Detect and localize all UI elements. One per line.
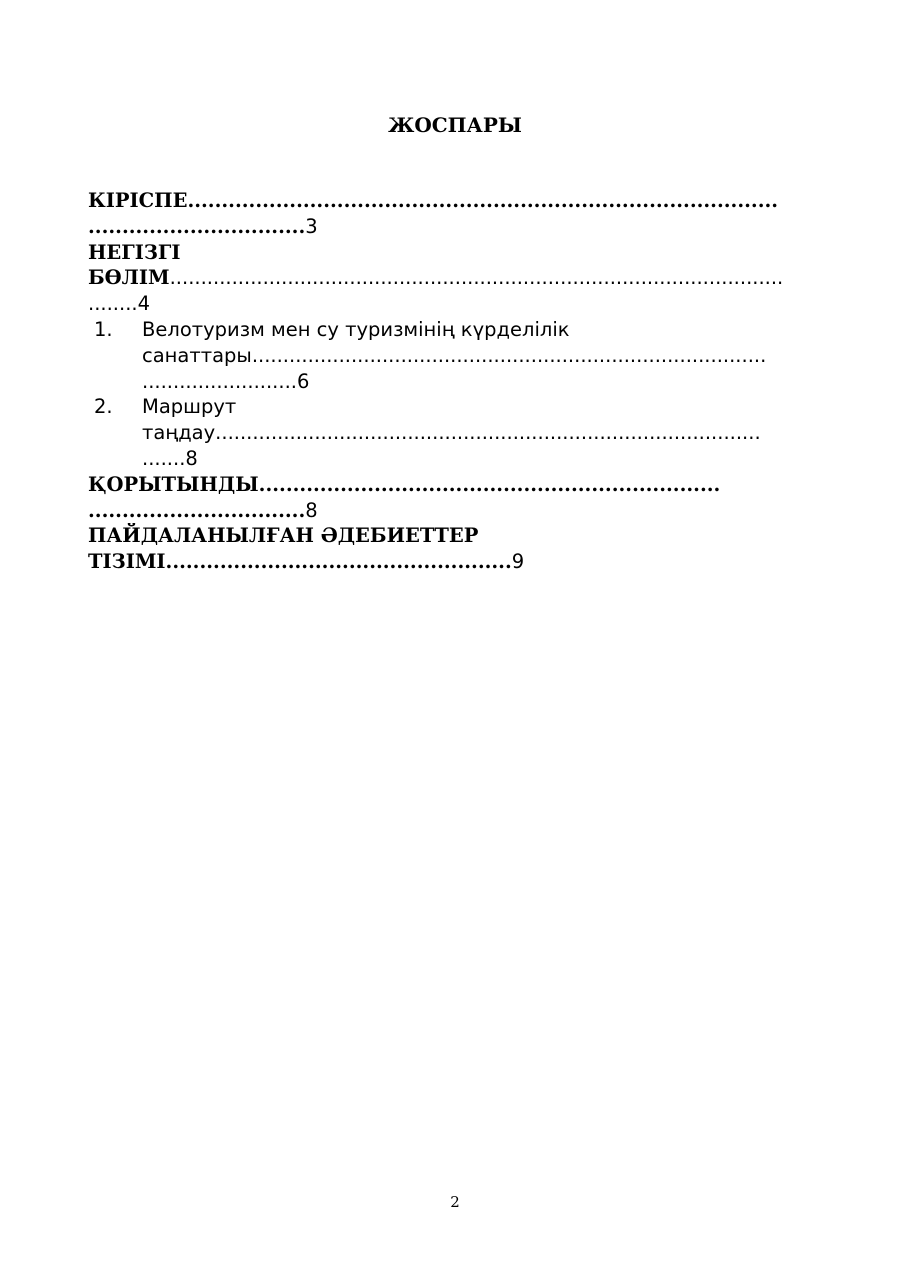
toc-entry-main-line2	[88, 265, 828, 291]
toc-item-2-dots: ........................................................................................	[215, 421, 761, 445]
toc-entry-main-page: 4	[137, 292, 151, 316]
toc-item-1-dots-end: .........................	[142, 369, 297, 393]
toc-entry-references-line1	[88, 523, 828, 549]
toc-entry-main-dots-end: ........	[88, 292, 138, 316]
toc-item-1-line2	[88, 343, 828, 369]
toc-entry-main-line1	[88, 240, 828, 266]
toc-item-2-page: 8	[185, 446, 198, 470]
toc-item-2-label-part1: Маршрут	[142, 395, 237, 419]
toc-entry-references-label-part2: ТІЗІМІ	[88, 550, 166, 574]
toc-item-1-line3	[88, 369, 828, 395]
toc-entry-conclusion-line1	[88, 472, 828, 498]
toc-entry-references-dots: ...................................................	[165, 550, 512, 574]
toc-item-1-label-part1: Велотуризм мен су туризмінің күрделілік	[142, 317, 570, 341]
toc-item-2-line3	[88, 446, 828, 472]
toc-entry-main-label-part2: БӨЛІМ	[88, 266, 170, 290]
toc-entry-main-line3	[88, 291, 828, 317]
toc-item-1-dots: ...................................................................................	[251, 343, 767, 367]
toc-entry-conclusion-dots: ................................	[88, 498, 306, 522]
toc-entry-references-line2	[88, 549, 828, 575]
toc-entry-conclusion-page: 8	[305, 498, 318, 522]
toc-item-2-number: 2.	[94, 395, 113, 419]
toc-item-2-line1	[88, 394, 828, 420]
page-number: 2	[450, 1193, 460, 1211]
toc-item-1-page: 6	[296, 369, 310, 393]
toc-entry-intro-label: КІРІСПЕ.......................................................................................	[88, 189, 779, 212]
toc-entry-conclusion-line2	[88, 498, 828, 524]
toc-item-2-line2	[88, 420, 828, 446]
toc-entry-main-dots: ...................................................................................................	[169, 266, 784, 290]
toc-entry-intro-line1	[88, 188, 828, 214]
toc-entry-conclusion-label: ҚОРЫТЫНДЫ....................................................................	[88, 472, 721, 496]
toc-entry-intro-dots: ................................	[88, 214, 306, 238]
toc-item-2-dots-end: .......	[142, 446, 186, 470]
toc-entry-references-label-part1: ПАЙДАЛАНЫЛҒАН ӘДЕБИЕТТЕР	[88, 524, 479, 548]
toc-item-1-label-part2: санаттары	[142, 343, 252, 367]
toc-entry-intro-line2	[88, 214, 828, 240]
toc-item-2-label-part2: таңдау	[142, 421, 216, 445]
toc-entry-main-label-part1: НЕГІЗГІ	[88, 240, 181, 264]
page-title: ЖОСПАРЫ	[388, 113, 522, 137]
toc-item-1-line1	[88, 317, 828, 343]
toc-entry-references-page: 9	[511, 550, 525, 574]
toc-entry-intro-page: 3	[305, 214, 318, 238]
table-of-contents	[88, 188, 828, 575]
toc-item-1-number: 1.	[94, 317, 113, 341]
